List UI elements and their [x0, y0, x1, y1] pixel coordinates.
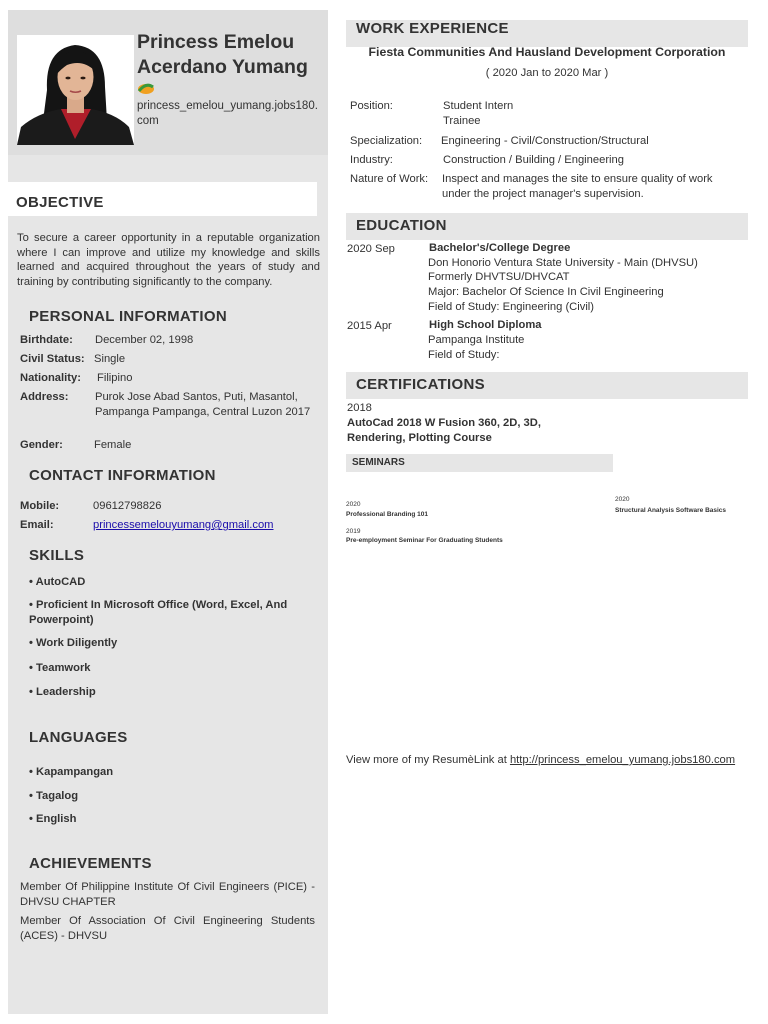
skill-item: • Teamwork [29, 662, 91, 674]
address-value: Purok Jose Abad Santos, Puti, Masantol, Pampanga Pampanga, Central Luzon 2017 [95, 391, 311, 418]
education-title: EDUCATION [356, 217, 447, 234]
skill-item: • Work Diligently [29, 637, 118, 649]
resume-link[interactable]: http://princess_emelou_yumang.jobs180.com [509, 754, 736, 766]
education-date: 2015 Apr [347, 320, 392, 332]
specialization-value: Engineering - Civil/Construction/Structural [441, 135, 649, 147]
certification-name: AutoCad 2018 W Fusion 360, 2D, 3D, Rendering, Plotting Course [347, 417, 541, 444]
position-label: Position: [350, 100, 393, 112]
civil-status-value: Single [94, 353, 126, 365]
skill-item: • Proficient In Microsoft Office (Word, Excel, And Powerpoint) [29, 599, 288, 626]
education-school: Don Honorio Ventura State University - Main (DHVSU) [428, 257, 698, 269]
education-degree: High School Diploma [429, 319, 542, 331]
address-label: Address: [20, 391, 69, 403]
personal-info-title: PERSONAL INFORMATION [29, 308, 227, 325]
specialization-label: Specialization: [350, 135, 423, 147]
objective-text: To secure a career opportunity in a reputable organization where I can improve and utilize my knowledge and skills learned and acquired throughout the years of study and training by contributing significantly to the company. [17, 232, 320, 288]
education-field: Field of Study: [428, 349, 500, 361]
flag-icon [137, 82, 155, 94]
achievement-item: Member Of Association Of Civil Engineering Students (ACES) - DHVSU [20, 915, 315, 942]
mobile-value: 09612798826 [93, 500, 162, 512]
achievement-item: Member Of Philippine Institute Of Civil Engineers (PICE) - DHVSU CHAPTER [20, 881, 315, 908]
nationality-value: Filipino [97, 372, 133, 384]
contact-info-title: CONTACT INFORMATION [29, 467, 216, 484]
language-item: • Tagalog [29, 790, 79, 802]
seminars-title: SEMINARS [352, 457, 405, 468]
email-label: Email: [20, 519, 54, 531]
resume-link-line [346, 753, 735, 768]
profile-photo [17, 35, 134, 145]
company-name: Fiesta Communities And Hausland Development Corporation [368, 45, 726, 59]
education-former: Formerly DHVTSU/DHVCAT [428, 271, 570, 283]
name-line-2: Acerdano Yumang [137, 56, 308, 78]
seminar-name: Professional Branding 101 [346, 511, 428, 518]
certification-year: 2018 [347, 402, 372, 414]
seminar-year: 2020 [615, 496, 630, 503]
nature-value: Inspect and manages the site to ensure quality of work under the project manager's supervision. [442, 173, 713, 200]
position-value: Student Intern Trainee [443, 100, 514, 127]
education-field: Field of Study: Engineering (Civil) [428, 301, 595, 313]
resume-link-prefix: View more of my ResumèLink at [346, 754, 510, 766]
birthdate-value: December 02, 1998 [95, 334, 194, 346]
seminar-name: Pre-employment Seminar For Graduating Students [346, 537, 503, 544]
education-school: Pampanga Institute [428, 334, 525, 346]
gender-value: Female [94, 439, 132, 451]
industry-value: Construction / Building / Engineering [443, 154, 624, 166]
nationality-label: Nationality: [20, 372, 81, 384]
education-major: Major: Bachelor Of Science In Civil Engineering [428, 286, 664, 298]
work-period: ( 2020 Jan to 2020 Mar ) [485, 67, 609, 79]
achievements-title: ACHIEVEMENTS [29, 855, 152, 872]
seminar-name: Structural Analysis Software Basics [615, 507, 727, 514]
seminar-year: 2019 [346, 528, 361, 535]
skills-title: SKILLS [29, 547, 85, 564]
education-degree: Bachelor's/College Degree [429, 242, 571, 254]
profile-email: princess_emelou_yumang.jobs180.com [137, 100, 318, 127]
industry-label: Industry: [350, 154, 393, 166]
nature-label: Nature of Work: [350, 173, 429, 185]
skill-item: • AutoCAD [29, 576, 86, 588]
language-item: • Kapampangan [29, 766, 114, 778]
language-item: • English [29, 813, 77, 825]
certifications-title: CERTIFICATIONS [356, 376, 485, 393]
objective-title: OBJECTIVE [16, 194, 104, 211]
education-date: 2020 Sep [347, 243, 395, 255]
mobile-label: Mobile: [20, 500, 60, 512]
civil-status-label: Civil Status: [20, 353, 85, 365]
work-experience-title: WORK EXPERIENCE [356, 20, 509, 37]
name-line-1: Princess Emelou [137, 31, 295, 53]
seminar-year: 2020 [346, 501, 361, 508]
email-link[interactable]: princessemelouyumang@gmail.com [93, 519, 274, 531]
languages-title: LANGUAGES [29, 729, 128, 746]
birthdate-label: Birthdate: [20, 334, 73, 346]
skill-item: • Leadership [29, 686, 96, 698]
gender-label: Gender: [20, 439, 63, 451]
candidate-name [137, 30, 327, 80]
